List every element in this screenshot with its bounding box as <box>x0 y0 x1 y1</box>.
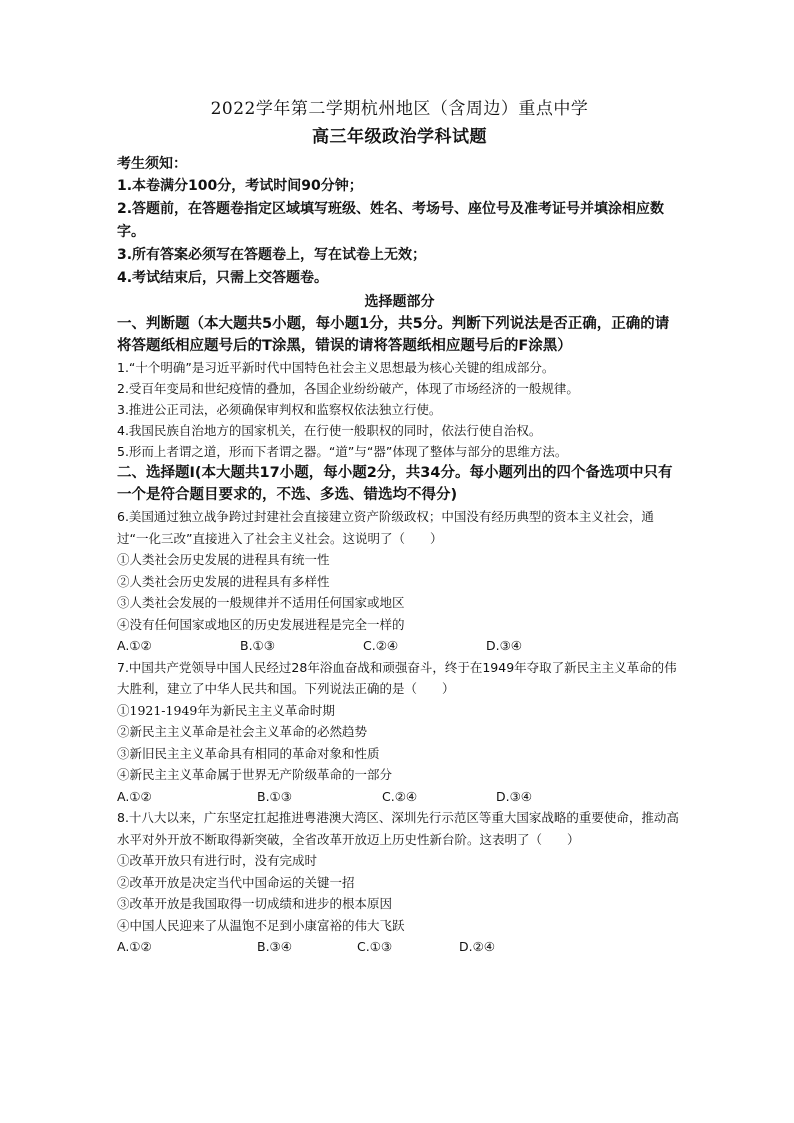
choice-a: A.①② <box>117 939 152 954</box>
question-6-option: ②人类社会历史发展的进程具有多样性 <box>117 573 330 589</box>
choice-c: C.②④ <box>382 788 418 804</box>
part1-heading: 一、判断题（本大题共5小题，每小题1分，共5分。判断下列说法是否正确，正确的请将答题纸相应题号后的T涂黑，错误的请将答题纸相应题号后的F涂黑） <box>117 316 670 354</box>
question-7-option: ③新旧民主主义革命具有相同的革命对象和性质 <box>117 745 380 761</box>
choice-b: B.①③ <box>240 638 275 653</box>
judge-item: 1.“十个明确”是习近平新时代中国特色社会主义思想最为核心关键的组成部分。 <box>117 360 555 375</box>
exam-title: 2022学年第二学期杭州地区（含周边）重点中学 <box>210 99 589 119</box>
note-item: 2.答题前，在答题卷指定区域填写班级、姓名、考场号、座位号及准考证号并填涂相应数字。 <box>117 201 665 240</box>
choice-b: B.③④ <box>257 939 292 954</box>
judge-item: 4.我国民族自治地方的国家机关，在行使一般职权的同时，依法行使自治权。 <box>117 423 542 438</box>
judge-item: 5.形而上者谓之道，形而下者谓之器。“道”与“器”体现了整体与部分的思维方法。 <box>117 444 568 459</box>
choice-c: C.①③ <box>357 939 393 954</box>
exam-page <box>117 96 682 958</box>
section-title: 选择题部分 <box>364 294 435 310</box>
choice-c: C.②④ <box>363 638 399 653</box>
question-8-choices <box>117 936 682 958</box>
question-6-option: ①人类社会历史发展的进程具有统一性 <box>117 552 330 567</box>
question-7-option: ①1921-1949年为新民主主义革命时期 <box>117 702 335 718</box>
question-7-option: ②新民主主义革命是社会主义革命的必然趋势 <box>117 724 368 739</box>
question-8-option: ④中国人民迎来了从温饱不足到小康富裕的伟大飞跃 <box>117 917 405 933</box>
question-8-option: ①改革开放只有进行时，没有完成时 <box>117 853 318 868</box>
question-8-stem: 8.十八大以来，广东坚定扛起推进粤港澳大湾区、深圳先行示范区等重大国家战略的重要使命，推动高水平对外开放不断取得新突破，全省改革开放迈上历史性新台阶。这表明了（ ） <box>117 810 679 847</box>
choice-a: A.①② <box>117 788 152 804</box>
judge-item: 3.推进公正司法，必须确保审判权和监察权依法独立行使。 <box>117 402 442 417</box>
question-6-option: ③人类社会发展的一般规律并不适用任何国家或地区 <box>117 595 405 610</box>
choice-d: D.②④ <box>459 939 496 954</box>
note-item: 1.本卷满分100分，考试时间90分钟； <box>117 178 363 194</box>
question-7-stem: 7.中国共产党领导中国人民经过28年浴血奋战和顽强奋斗，终于在1949年夺取了新民主主义革命的伟大胜利，建立了中华人民共和国。下列说法正确的是（ ） <box>117 659 677 696</box>
question-6-option: ④没有任何国家或地区的历史发展进程是完全一样的 <box>117 616 405 632</box>
choice-b: B.①③ <box>257 788 292 804</box>
question-6-stem: 6.美国通过独立战争跨过封建社会直接建立资产阶级政权；中国没有经历典型的资本主义社会，通过“一化三改”直接进入了社会主义社会。这说明了（ ） <box>117 509 654 546</box>
choice-d: D.③④ <box>496 788 533 804</box>
note-item: 4.考试结束后，只需上交答题卷。 <box>117 270 329 286</box>
question-7-option: ④新民主主义革命属于世界无产阶级革命的一部分 <box>117 767 393 782</box>
choice-a: A.①② <box>117 638 152 653</box>
note-item: 3.所有答案必须写在答题卷上，写在试卷上无效； <box>117 247 427 263</box>
choice-d: D.③④ <box>486 638 523 653</box>
question-7-choices <box>117 786 682 808</box>
question-6-choices <box>117 635 682 657</box>
question-8-option: ③改革开放是我国取得一切成绩和进步的根本原因 <box>117 896 393 911</box>
notes-heading: 考生须知： <box>117 156 187 172</box>
question-8-option: ②改革开放是决定当代中国命运的关键一招 <box>117 874 355 890</box>
part2-heading: 二、选择题Ⅰ(本大题共17小题，每小题2分，共34分。每小题列出的四个备选项中只有一个是符合题目要求的，不选、多选、错选均不得分) <box>117 465 673 503</box>
exam-subtitle: 高三年级政治学科试题 <box>312 127 487 147</box>
judge-item: 2.受百年变局和世纪疫情的叠加，各国企业纷纷破产，体现了市场经济的一般规律。 <box>117 381 579 396</box>
